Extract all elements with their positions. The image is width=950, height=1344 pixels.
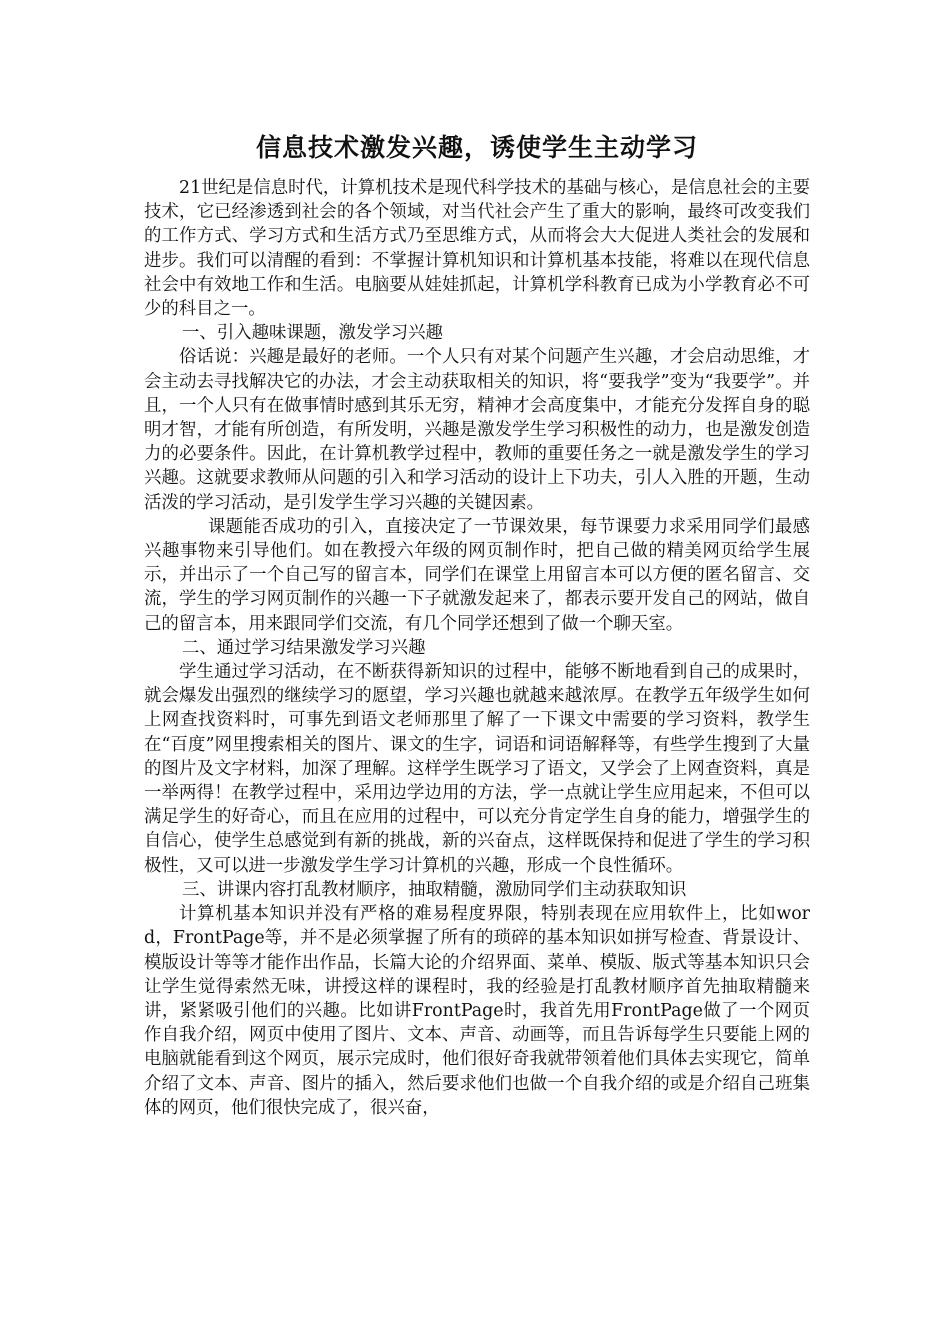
- section-1-paragraph-1: 俗话说：兴趣是最好的老师。一个人只有对某个问题产生兴趣，才会启动思维，才会主动去寻找解决它的办法，才会主动获取相关的知识，将“要我学”变为“我要学”。并且，一个人只有在做事情时感到其乐无穷，精神才会高度集中，才能充分发挥自身的聪明才智，才能有所创造，有所发明，兴趣是激发学生学习积极性的动力，也是激发创造力的必要条件。因此，在计算机教学过程中，教师的重要任务之一就是激发学生的学习兴趣。这就要求教师从问题的引入和学习活动的设计上下功夫，引人入胜的开题，生动活泼的学习活动，是引发学生学习兴趣的关键因素。: [144, 347, 810, 513]
- document-title: 信息技术激发兴趣，诱使学生主动学习: [255, 133, 698, 162]
- intro-paragraph: 21世纪是信息时代，计算机技术是现代科学技术的基础与核心，是信息社会的主要技术，它已经渗透到社会的各个领域，对当代社会产生了重大的影响，最终可改变我们的工作方式、学习方式和生活方式乃至思维方式，从而将会大大促进人类社会的发展和进步。我们可以清醒的看到：不掌握计算机知识和计算机基本技能，将难以在现代信息社会中有效地工作和生活。电脑要从娃娃抓起，计算机学科教育已成为小学教育必不可少的科目之一。: [144, 178, 810, 320]
- document-body: [144, 128, 810, 1120]
- section-1-paragraph-2: 课题能否成功的引入，直接决定了一节课效果，每节课要力求采用同学们最感兴趣事物来引导他们。如在教授六年级的网页制作时，把自己做的精美网页给学生展示，并出示了一个自己写的留言本，同学们在课堂上用留言本可以方便的匿名留言、交流，学生的学习网页制作的兴趣一下子就激发起来了，都表示要开发自己的网站，做自己的留言本，用来跟同学们交流，有几个同学还想到了做一个聊天室。: [144, 516, 810, 634]
- section-heading-1: 一、引入趣味课题，激发学习兴趣: [182, 323, 443, 344]
- section-2-paragraph-1: 学生通过学习活动，在不断获得新知识的过程中，能够不断地看到自己的成果时，就会爆发出强烈的继续学习的愿望，学习兴趣也就越来越浓厚。在教学五年级学生如何上网查找资料时，可事先到语文老师那里了解了一下课文中需要的学习资料，教学生在“百度”网里搜索相关的图片、课文的生字，词语和词语解释等，有些学生搜到了大量的图片及文字材料，加深了理解。这样学生既学习了语文，又学会了上网查资料，真是一举两得！在教学过程中，采用边学边用的方法，学一点就让学生应用起来，不但可以满足学生的好奇心，而且在应用的过程中，可以充分肯定学生自身的能力，增强学生的自信心，使学生总感觉到有新的挑战，新的兴奋点，这样既保持和促进了学生的学习积极性，又可以进一步激发学生学习计算机的兴趣，形成一个良性循环。: [144, 662, 810, 876]
- section-heading-3: 三、讲课内容打乱教材顺序，抽取精髓，激励同学们主动获取知识: [182, 879, 687, 900]
- section-heading-2: 二、通过学习结果激发学习兴趣: [182, 637, 426, 658]
- section-3-paragraph-1: 计算机基本知识并没有严格的难易程度界限，特别表现在应用软件上，比如word，FrontPage等，并不是必须掌握了所有的琐碎的基本知识如拼写检查、背景设计、模版设计等等才能作出作品，长篇大论的介绍界面、菜单、模版、版式等基本知识只会让学生觉得索然无味，讲授这样的课程时，我的经验是打乱教材顺序首先抽取精髓来讲，紧紧吸引他们的兴趣。比如讲FrontPage时，我首先用FrontPage做了一个网页作自我介绍，网页中使用了图片、文本、声音、动画等，而且告诉每学生只要能上网的电脑就能看到这个网页，展示完成时，他们很好奇我就带领着他们具体去实现它，简单介绍了文本、声音、图片的插入，然后要求他们也做一个自我介绍的或是介绍自己班集体的网页，他们很快完成了，很兴奋，: [144, 904, 810, 1118]
